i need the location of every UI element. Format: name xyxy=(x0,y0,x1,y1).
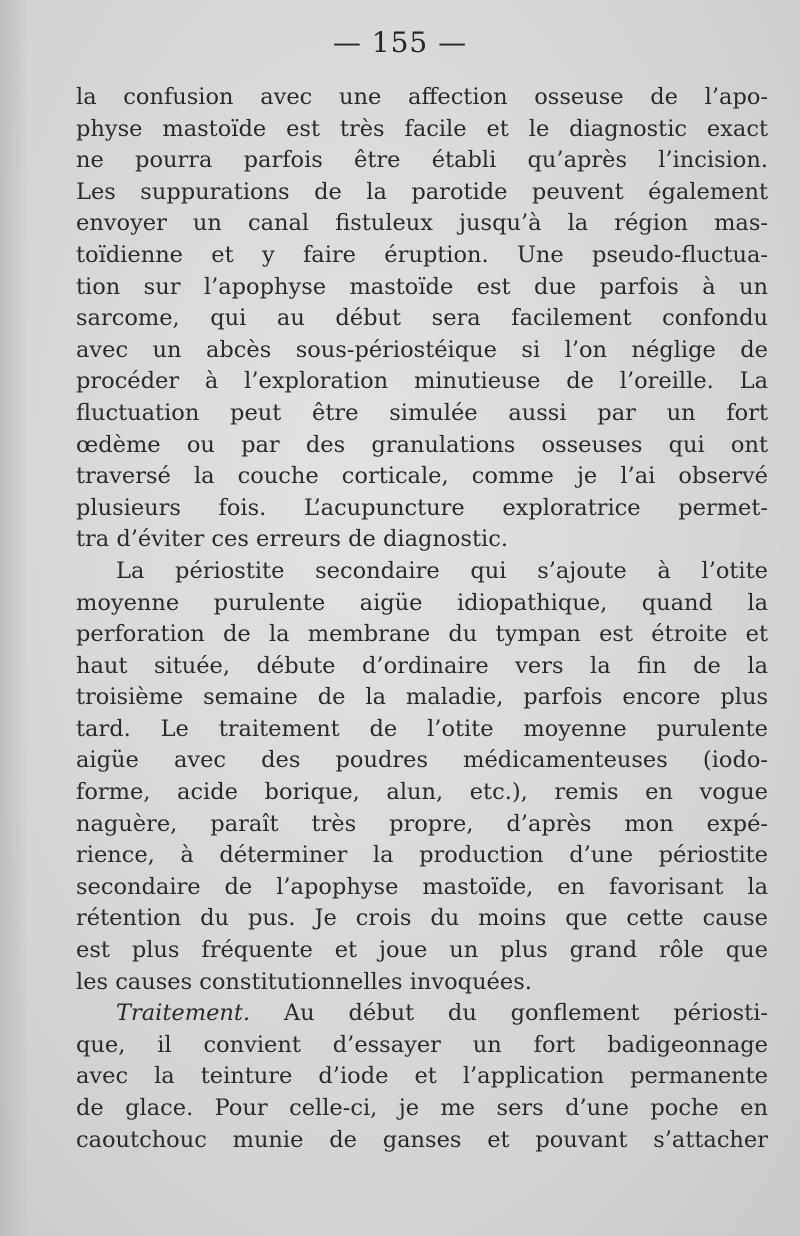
text-line: les causes constitutionnelles invoquées. xyxy=(76,968,532,995)
text-line: La périostite secondaire qui s’ajoute à l’otite xyxy=(116,557,768,584)
text-line: procéder à l’exploration minutieuse de l’oreille. La xyxy=(76,368,768,395)
text-line: moyenne purulente aigüe idiopathique, quand la xyxy=(76,589,768,616)
text-line: naguère, paraît très propre, d’après mon expé- xyxy=(76,810,768,837)
text-line: tion sur l’apophyse mastoïde est due parfois à un xyxy=(76,273,768,300)
text-line: œdème ou par des granulations osseuses qui ont xyxy=(76,431,768,458)
text-line: haut située, débute d’ordinaire vers la fin de la xyxy=(76,652,768,679)
text-line: envoyer un canal fistuleux jusqu’à la région mas- xyxy=(76,210,768,237)
text-line: rétention du pus. Je crois du moins que cette cause xyxy=(76,905,768,932)
text-line: physe mastoïde est très facile et le diagnostic exact xyxy=(76,115,768,142)
text-line: avec un abcès sous-périostéique si l’on néglige de xyxy=(76,336,768,363)
text-line: la confusion avec une affection osseuse de l’apo- xyxy=(76,84,768,110)
text-line: rience, à déterminer la production d’une périostite xyxy=(76,842,768,869)
text-line: tra d’éviter ces erreurs de diagnostic. xyxy=(76,526,508,553)
text-line: perforation de la membrane du tympan est étroite et xyxy=(76,621,768,648)
text-line: est plus fréquente et joue un plus grand rôle que xyxy=(76,937,768,964)
text-line: troisième semaine de la maladie, parfois encore plus xyxy=(76,684,768,711)
text-line: secondaire de l’apophyse mastoïde, en favorisant la xyxy=(76,873,768,900)
text-line-traitement xyxy=(76,998,768,1030)
text-line: avec la teinture d’iode et l’application permanente xyxy=(76,1063,768,1090)
body-text xyxy=(76,82,768,1156)
text-line: ne pourra parfois être établi qu’après l’incision. xyxy=(76,147,768,174)
page-number: — 155 — xyxy=(332,26,468,59)
text-line: toïdienne et y faire éruption. Une pseudo-fluctua- xyxy=(76,241,768,268)
page-gutter-shadow xyxy=(0,0,28,1236)
text-line: fluctuation peut être simulée aussi par un fort xyxy=(76,399,768,426)
text-line: aigüe avec des poudres médicamenteuses (iodo- xyxy=(76,747,768,774)
text-line: forme, acide borique, alun, etc.), remis en vogue xyxy=(76,779,768,806)
text-line: Les suppurations de la parotide peuvent également xyxy=(76,178,768,205)
text-line: caoutchouc munie de ganses et pouvant s’attacher xyxy=(76,1126,768,1153)
text-line: de glace. Pour celle-ci, je me sers d’une poche en xyxy=(76,1095,768,1121)
text-line: traversé la couche corticale, comme je l’ai observé xyxy=(76,463,768,490)
section-heading-traitement: Traitement. xyxy=(116,1000,251,1027)
text-line: tard. Le traitement de l’otite moyenne purulente xyxy=(76,715,768,742)
text-line: sarcome, qui au début sera facilement confondu xyxy=(76,305,768,332)
text-line: que, il convient d’essayer un fort badigeonnage xyxy=(76,1031,768,1058)
text-line: plusieurs fois. L’acupuncture exploratrice permet- xyxy=(76,494,768,521)
text-line-rest: Au début du gonflement périosti- xyxy=(283,1000,769,1027)
